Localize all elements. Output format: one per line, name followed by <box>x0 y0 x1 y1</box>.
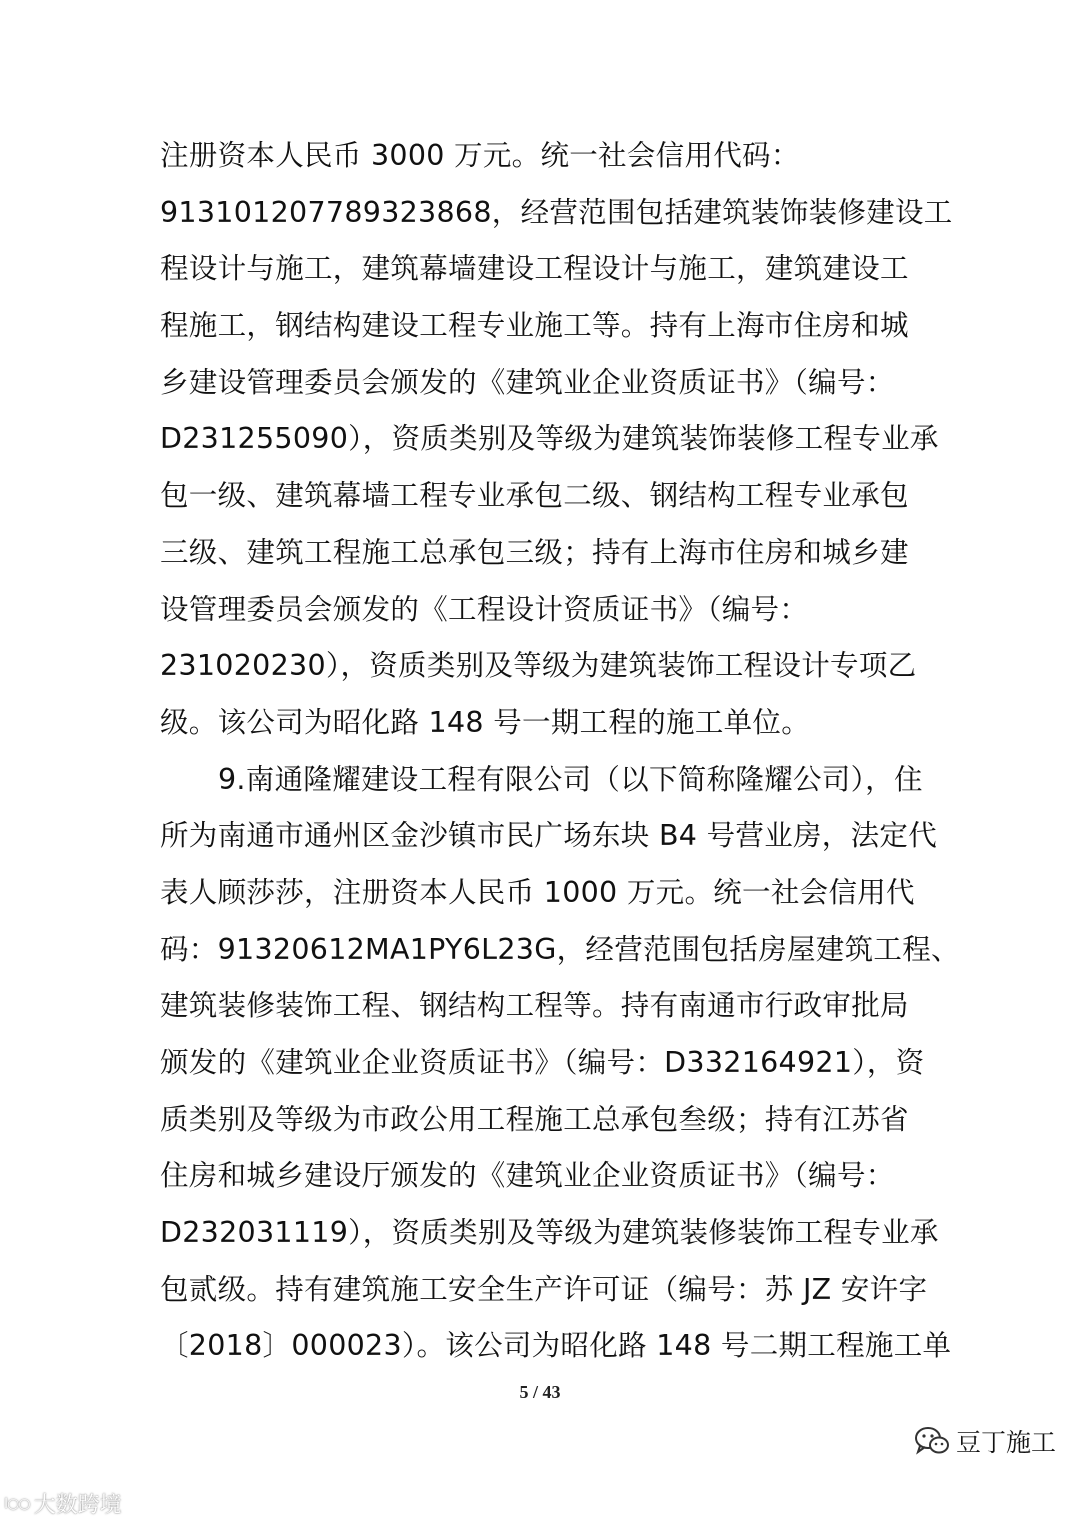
text-line: 住房和城乡建设厅颁发的《建筑业企业资质证书》（编号： <box>160 1159 895 1193</box>
text-line: 程施工，钢结构建设工程专业施工等。持有上海市住房和城 <box>160 309 909 343</box>
text-line: 包贰级。持有建筑施工安全生产许可证（编号：苏 JZ 安许字 <box>160 1272 928 1306</box>
watermark-logo: I○○ <box>4 1495 30 1512</box>
text-line: 〔2018〕000023）。该公司为昭化路 148 号二期工程施工单 <box>160 1329 952 1363</box>
text-line: 级。该公司为昭化路 148 号一期工程的施工单位。 <box>160 705 811 739</box>
text-line: 颁发的《建筑业企业资质证书》（编号：D332164921），资 <box>160 1046 925 1079</box>
watermark-left-text: 大数跨境 <box>33 1493 122 1518</box>
text-line: 码：91320612MA1PY6L23G，经营范围包括房屋建筑工程、 <box>160 932 960 966</box>
wechat-icon <box>914 1426 950 1456</box>
text-line: 所为南通市通州区金沙镇市民广场东块 B4 号营业房，法定代 <box>160 819 938 853</box>
text-line: D232031119），资质类别及等级为建筑装修装饰工程专业承 <box>160 1216 939 1250</box>
doudin-watermark <box>914 1423 1056 1459</box>
document-body <box>160 128 960 1375</box>
text-line: 设管理委员会颁发的《工程设计资质证书》（编号： <box>160 592 809 626</box>
text-line: 包一级、建筑幕墙工程专业承包二级、钢结构工程专业承包 <box>160 479 909 513</box>
text-line: 231020230），资质类别及等级为建筑装饰工程设计专项乙 <box>160 649 917 683</box>
text-line: 三级、建筑工程施工总承包三级；持有上海市住房和城乡建 <box>160 535 909 569</box>
text-line: D231255090），资质类别及等级为建筑装饰装修工程专业承 <box>160 422 939 456</box>
text-line: 表人顾莎莎，注册资本人民币 1000 万元。统一社会信用代 <box>160 875 915 909</box>
text-line: 乡建设管理委员会颁发的《建筑业企业资质证书》（编号： <box>160 365 895 399</box>
text-line: 程设计与施工，建筑幕墙建设工程设计与施工，建筑建设工 <box>160 252 909 286</box>
text-line: 质类别及等级为市政公用工程施工总承包叁级；持有江苏省 <box>160 1102 909 1136</box>
text-line: 建筑装修装饰工程、钢结构工程等。持有南通市行政审批局 <box>160 989 909 1023</box>
dashu-watermark <box>4 1488 122 1519</box>
paragraph-start-line: 9.南通隆耀建设工程有限公司（以下简称隆耀公司），住 <box>218 762 923 796</box>
watermark-brand-text: 豆丁施工 <box>955 1428 1056 1457</box>
page-number: 5 / 43 <box>519 1382 561 1402</box>
text-line: 注册资本人民币 3000 万元。统一社会信用代码： <box>160 139 800 172</box>
text-line: 91310120778932386‌8，经营范围包括建筑装饰装修建设工 <box>160 195 953 229</box>
